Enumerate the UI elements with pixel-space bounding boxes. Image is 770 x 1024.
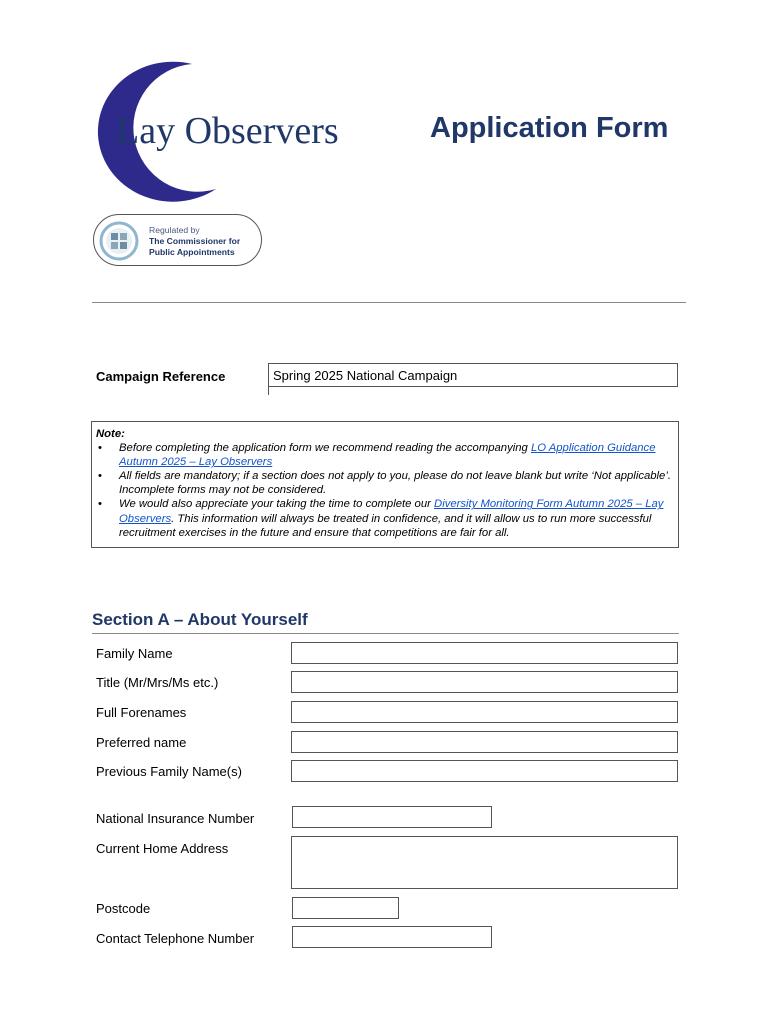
logo-text: Lay Observers bbox=[116, 110, 339, 152]
lay-observers-logo bbox=[88, 55, 388, 205]
header-divider bbox=[92, 302, 686, 303]
note-item-text: . This information will always be treated in confidence, and it will allow us to run more successful recruitment exercises in the future and ensure that competitions are fair for all. bbox=[119, 512, 652, 539]
family-name-field[interactable] bbox=[291, 642, 678, 664]
note-item-guidance bbox=[96, 441, 672, 469]
regulator-line-1: Regulated by bbox=[149, 225, 200, 235]
commissioner-seal-icon bbox=[99, 221, 139, 261]
title-label: Title (Mr/Mrs/Ms etc.) bbox=[96, 675, 219, 690]
note-item-mandatory bbox=[96, 469, 672, 497]
bullet-icon: • bbox=[98, 498, 102, 511]
home-address-label: Current Home Address bbox=[96, 841, 229, 856]
telephone-field[interactable] bbox=[292, 926, 492, 948]
forenames-field[interactable] bbox=[291, 701, 678, 723]
regulator-line-3: Public Appointments bbox=[149, 247, 235, 257]
home-address-field[interactable] bbox=[291, 836, 678, 889]
diversity-form-link[interactable]: Diversity Monitoring Form Autumn 2025 – Lay Observers bbox=[119, 498, 664, 525]
bullet-icon: • bbox=[98, 470, 102, 483]
previous-family-names-field[interactable] bbox=[291, 760, 678, 782]
postcode-field[interactable] bbox=[292, 897, 399, 919]
note-title: Note: bbox=[96, 428, 125, 440]
bullet-icon: • bbox=[98, 442, 102, 455]
note-item-text: All fields are mandatory; if a section does not apply to you, please do not leave blank but write ‘Not applicable’. Incomplete forms may not be considered. bbox=[119, 470, 671, 497]
preferred-name-field[interactable] bbox=[291, 731, 678, 753]
previous-family-names-label: Previous Family Name(s) bbox=[96, 764, 242, 779]
regulator-badge bbox=[93, 214, 262, 266]
section-a-heading: Section A – About Yourself bbox=[92, 610, 308, 629]
regulator-line-2: The Commissioner for bbox=[149, 236, 241, 246]
preferred-name-label: Preferred name bbox=[96, 735, 187, 750]
campaign-reference-field[interactable]: Spring 2025 National Campaign bbox=[268, 363, 678, 387]
campaign-field-tick bbox=[268, 386, 269, 395]
section-a-divider bbox=[92, 633, 679, 634]
note-item-text: Before completing the application form we recommend reading the accompanying bbox=[119, 442, 531, 455]
note-box bbox=[91, 421, 679, 548]
postcode-label: Postcode bbox=[96, 901, 151, 916]
note-item-diversity bbox=[96, 497, 672, 539]
family-name-label: Family Name bbox=[96, 646, 173, 661]
ni-number-field[interactable] bbox=[292, 806, 492, 828]
telephone-label: Contact Telephone Number bbox=[96, 931, 255, 946]
guidance-link[interactable]: LO Application Guidance Autumn 2025 – Lay Observers bbox=[119, 442, 656, 469]
title-field[interactable] bbox=[291, 671, 678, 693]
note-item-text: We would also appreciate your taking the time to complete our bbox=[119, 498, 435, 511]
forenames-label: Full Forenames bbox=[96, 705, 187, 720]
campaign-reference-label: Campaign Reference bbox=[96, 369, 226, 384]
ni-number-label: National Insurance Number bbox=[96, 811, 255, 826]
form-title: Application Form bbox=[430, 112, 669, 144]
